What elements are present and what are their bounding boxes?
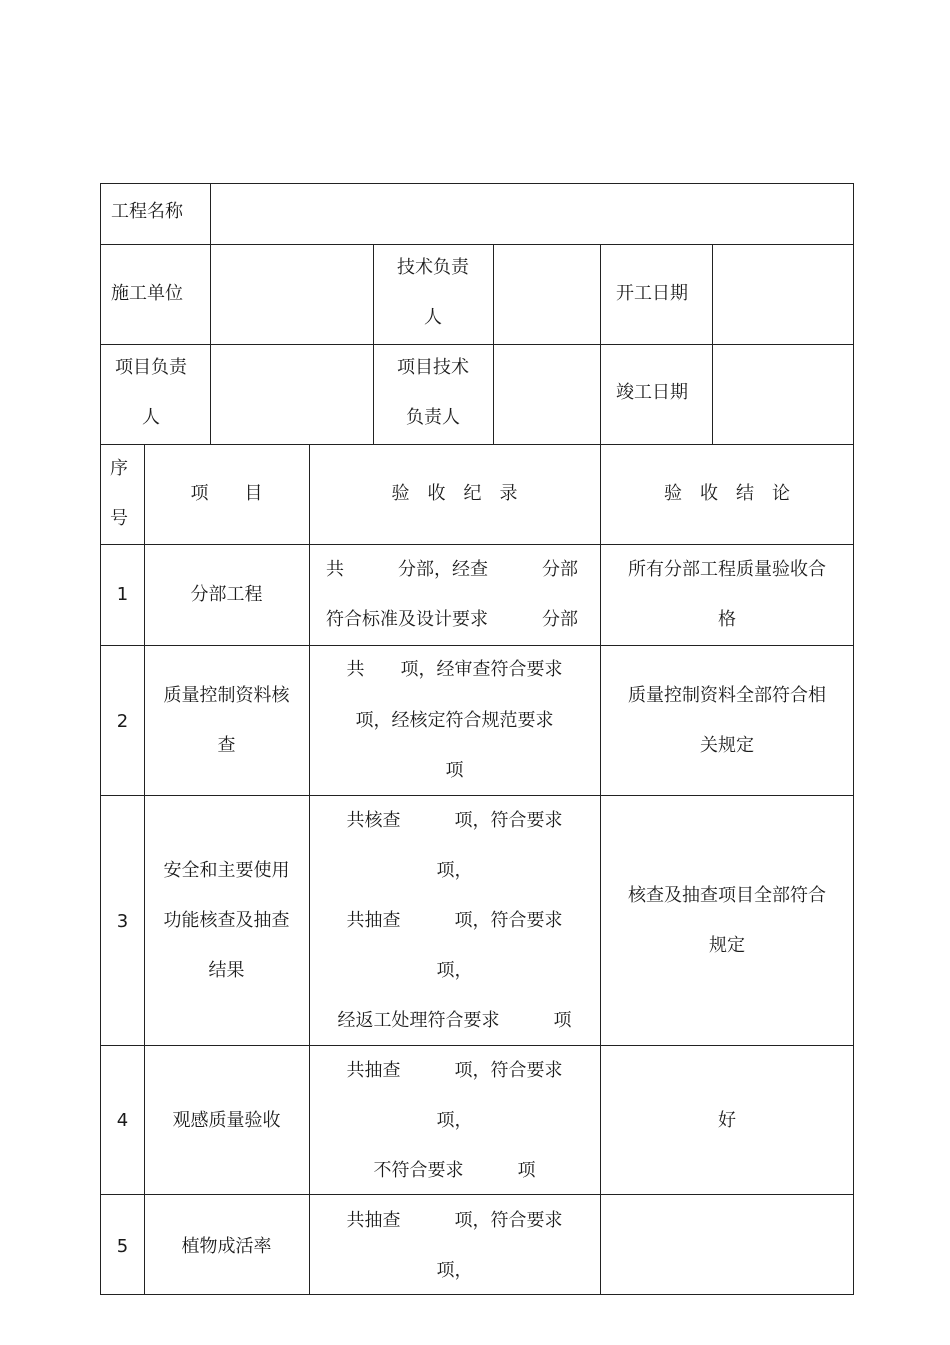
row-record-line: 项， bbox=[436, 1260, 473, 1281]
tech-lead-label-line2: 人 bbox=[424, 307, 442, 328]
row-record-line: 项， bbox=[436, 860, 473, 881]
row-number: 4 bbox=[116, 1110, 129, 1131]
row-record-line: 项， bbox=[436, 960, 473, 981]
row-record-line: 共 项，经审查符合要求 bbox=[346, 659, 563, 680]
column-divider bbox=[712, 244, 713, 444]
row-divider bbox=[101, 244, 854, 245]
row-item: 质量控制资料核 bbox=[163, 685, 290, 706]
row-record-line: 项 bbox=[445, 760, 464, 781]
row-divider bbox=[101, 1045, 854, 1046]
project-lead-label-line1: 项目负责 bbox=[115, 357, 187, 378]
row-record-line: 不符合要求 项 bbox=[373, 1160, 536, 1181]
row-item: 植物成活率 bbox=[181, 1236, 272, 1257]
row-item: 查 bbox=[217, 735, 236, 756]
row-item: 观感质量验收 bbox=[172, 1110, 281, 1131]
row-record-line: 项，经核定符合规范要求 bbox=[355, 710, 554, 731]
row-divider bbox=[101, 645, 854, 646]
row-conclusion-line: 核查及抽查项目全部符合 bbox=[628, 885, 826, 906]
row-conclusion-line: 好 bbox=[718, 1110, 736, 1131]
acceptance-form-table bbox=[100, 183, 854, 1295]
start-date-label: 开工日期 bbox=[616, 283, 688, 304]
row-divider bbox=[101, 344, 854, 345]
seq-header-line1: 序 bbox=[110, 458, 128, 479]
row-record-line: 共抽查 项，符合要求 bbox=[346, 910, 563, 931]
row-conclusion-line: 所有分部工程质量验收合 bbox=[628, 559, 826, 580]
column-divider bbox=[210, 184, 211, 444]
project-tech-lead-label-line2: 负责人 bbox=[406, 407, 460, 428]
project-name-label: 工程名称 bbox=[111, 201, 183, 222]
row-record-line: 经返工处理符合要求 项 bbox=[337, 1010, 572, 1031]
row-record-line: 共 分部，经查 分部 bbox=[326, 559, 578, 580]
row-record-line: 共抽查 项，符合要求 bbox=[346, 1210, 563, 1231]
row-conclusion-line: 关规定 bbox=[700, 735, 754, 756]
construction-unit-label: 施工单位 bbox=[111, 283, 183, 304]
row-divider bbox=[101, 544, 854, 545]
column-divider bbox=[493, 244, 494, 444]
row-number: 2 bbox=[116, 711, 129, 732]
row-item: 功能核查及抽查 bbox=[163, 910, 290, 931]
row-record-line: 项， bbox=[436, 1110, 473, 1131]
row-divider bbox=[101, 444, 854, 445]
completion-date-label: 竣工日期 bbox=[616, 382, 688, 403]
row-record-line: 共抽查 项，符合要求 bbox=[346, 1060, 563, 1081]
project-lead-label-line2: 人 bbox=[142, 407, 160, 428]
row-divider bbox=[101, 1194, 854, 1195]
row-conclusion-line: 格 bbox=[718, 609, 736, 630]
row-item: 安全和主要使用 bbox=[163, 860, 290, 881]
tech-lead-label-line1: 技术负责 bbox=[397, 257, 469, 278]
row-item: 分部工程 bbox=[190, 584, 263, 605]
row-record-line: 共核查 项，符合要求 bbox=[346, 810, 563, 831]
row-conclusion-line: 质量控制资料全部符合相 bbox=[628, 685, 826, 706]
row-divider bbox=[101, 795, 854, 796]
project-tech-lead-label-line1: 项目技术 bbox=[397, 357, 469, 378]
row-number: 5 bbox=[116, 1236, 129, 1257]
row-number: 3 bbox=[116, 911, 129, 932]
seq-header-line2: 号 bbox=[110, 508, 128, 529]
item-header: 项 目 bbox=[190, 483, 263, 504]
row-item: 结果 bbox=[208, 960, 245, 981]
row-number: 1 bbox=[116, 584, 129, 605]
row-conclusion-line: 规定 bbox=[709, 935, 745, 956]
conclusion-header: 验 收 结 论 bbox=[664, 483, 790, 504]
record-header: 验 收 纪 录 bbox=[391, 483, 518, 504]
column-divider bbox=[600, 244, 601, 444]
row-record-line: 符合标准及设计要求 分部 bbox=[326, 609, 578, 630]
